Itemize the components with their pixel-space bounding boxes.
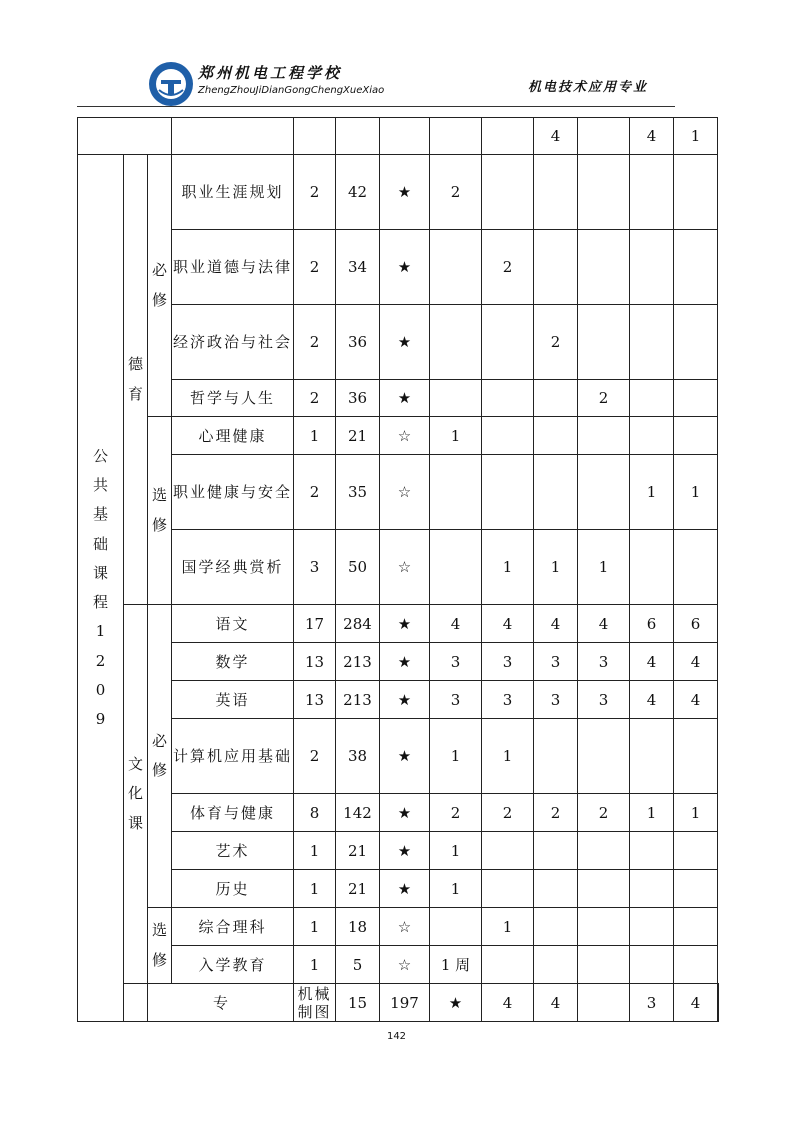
table-cell: 21 (336, 832, 380, 870)
school-name-cn: 郑州机电工程学校 (198, 64, 343, 82)
table-cell (578, 832, 630, 870)
table-cell: 4 (430, 605, 482, 643)
table-cell (430, 380, 482, 417)
table-cell (534, 230, 578, 305)
table-cell: 2 (534, 305, 578, 380)
table-row (78, 908, 719, 946)
table-cell: ★ (380, 643, 430, 681)
table-cell (674, 230, 718, 305)
table-cell: ☆ (380, 417, 430, 455)
group-moral-required: 必修 (148, 155, 172, 417)
table-cell: 4 (534, 984, 578, 1022)
table-cell (482, 870, 534, 908)
table-cell (430, 118, 482, 155)
table-cell: ★ (380, 794, 430, 832)
table-cell: 36 (336, 380, 380, 417)
table-cell: 4 (630, 681, 674, 719)
table-cell: 1 (430, 870, 482, 908)
table-cell (674, 946, 718, 984)
table-cell (630, 305, 674, 380)
table-cell: ★ (380, 155, 430, 230)
table-cell: 213 (336, 681, 380, 719)
table-cell: 36 (336, 305, 380, 380)
table-cell: ★ (380, 380, 430, 417)
table-cell (534, 946, 578, 984)
header-rule (77, 106, 675, 107)
table-cell (534, 380, 578, 417)
course-name: 职业生涯规划 (172, 155, 294, 230)
table-cell: 1 (674, 455, 718, 530)
table-cell (578, 118, 630, 155)
table-cell (430, 455, 482, 530)
table-cell (578, 908, 630, 946)
table-cell: 50 (336, 530, 380, 605)
table-cell: 4 (482, 984, 534, 1022)
table-cell: 13 (294, 681, 336, 719)
table-cell: 1 (482, 530, 534, 605)
table-cell (578, 417, 630, 455)
table-cell (430, 908, 482, 946)
table-cell: 2 (294, 305, 336, 380)
table-cell (172, 118, 294, 155)
table-cell: 1 (430, 417, 482, 455)
table-cell: ★ (430, 984, 482, 1022)
table-cell: 197 (380, 984, 430, 1022)
table-cell (534, 870, 578, 908)
table-cell: 3 (578, 643, 630, 681)
course-name: 综合理科 (172, 908, 294, 946)
table-cell: 4 (534, 605, 578, 643)
course-name: 心理健康 (172, 417, 294, 455)
table-cell: 213 (336, 643, 380, 681)
table-cell: 21 (336, 417, 380, 455)
table-cell: 2 (294, 455, 336, 530)
table-cell: 2 (294, 719, 336, 794)
table-cell: 8 (294, 794, 336, 832)
table-cell: 1 (482, 719, 534, 794)
table-row (78, 870, 719, 908)
table-cell (630, 832, 674, 870)
course-name: 语文 (172, 605, 294, 643)
table-row (78, 681, 719, 719)
table-cell (482, 118, 534, 155)
table-cell (630, 719, 674, 794)
table-cell: ☆ (380, 530, 430, 605)
table-cell (630, 230, 674, 305)
table-cell: 1 (578, 530, 630, 605)
table-cell: ★ (380, 305, 430, 380)
table-cell: 2 (482, 230, 534, 305)
table-cell (630, 908, 674, 946)
course-name: 历史 (172, 870, 294, 908)
table-cell (430, 305, 482, 380)
table-cell: 1 (294, 417, 336, 455)
table-cell (718, 984, 719, 1022)
table-row (78, 719, 719, 794)
table-cell (534, 832, 578, 870)
table-cell: 2 (294, 230, 336, 305)
table-cell: ★ (380, 681, 430, 719)
table-cell (534, 417, 578, 455)
table-row (78, 643, 719, 681)
table-cell: 1 (430, 719, 482, 794)
table-cell: 4 (674, 984, 718, 1022)
table-cell: 4 (674, 643, 718, 681)
table-cell: 2 (430, 155, 482, 230)
table-cell: 284 (336, 605, 380, 643)
table-cell: 18 (336, 908, 380, 946)
table-cell: 34 (336, 230, 380, 305)
table-cell: 3 (534, 643, 578, 681)
course-name: 职业道德与法律 (172, 230, 294, 305)
course-name: 机械制图 (294, 984, 336, 1022)
major-title: 机电技术应用专业 (528, 80, 649, 95)
table-cell: 2 (482, 794, 534, 832)
table-cell: 17 (294, 605, 336, 643)
table-cell: 4 (630, 643, 674, 681)
table-cell (578, 984, 630, 1022)
table-cell (534, 155, 578, 230)
course-name: 体育与健康 (172, 794, 294, 832)
table-cell: ★ (380, 719, 430, 794)
table-row (78, 530, 719, 605)
table-cell (630, 417, 674, 455)
table-cell (578, 155, 630, 230)
table-cell (482, 455, 534, 530)
table-cell: 3 (294, 530, 336, 605)
table-cell (534, 719, 578, 794)
table-cell: 1 (294, 946, 336, 984)
course-name: 数学 (172, 643, 294, 681)
table-cell (482, 305, 534, 380)
table-cell (78, 118, 172, 155)
table-cell: 21 (336, 870, 380, 908)
table-cell: 1 周 (430, 946, 482, 984)
table-cell: 1 (294, 870, 336, 908)
course-name: 国学经典赏析 (172, 530, 294, 605)
school-emblem-icon (147, 60, 195, 108)
table-cell: ☆ (380, 946, 430, 984)
table-cell: 3 (630, 984, 674, 1022)
table-cell: 6 (674, 605, 718, 643)
table-cell (482, 832, 534, 870)
table-cell: 1 (482, 908, 534, 946)
table-row (78, 305, 719, 380)
table-row (78, 984, 719, 1022)
table-cell: 13 (294, 643, 336, 681)
table-cell: 2 (294, 155, 336, 230)
table-cell (674, 417, 718, 455)
table-cell: 3 (430, 681, 482, 719)
table-cell: 4 (482, 605, 534, 643)
table-cell (674, 832, 718, 870)
table-row (78, 946, 719, 984)
table-row (78, 118, 719, 155)
table-cell: 3 (578, 681, 630, 719)
table-cell: ★ (380, 870, 430, 908)
table-cell (630, 530, 674, 605)
group-moral-elective: 选修 (148, 417, 172, 605)
table-cell: 15 (336, 984, 380, 1022)
table-cell (380, 118, 430, 155)
table-cell: 3 (482, 643, 534, 681)
table-cell (674, 155, 718, 230)
table-cell (482, 380, 534, 417)
table-cell: 1 (630, 794, 674, 832)
table-cell (578, 946, 630, 984)
table-cell (482, 155, 534, 230)
table-cell: 2 (430, 794, 482, 832)
table-cell: 3 (482, 681, 534, 719)
table-cell: ★ (380, 832, 430, 870)
table-cell: 35 (336, 455, 380, 530)
school-name-en: ZhengZhouJiDianGongChengXueXiao (198, 85, 385, 96)
table-cell: ★ (380, 605, 430, 643)
table-cell (482, 417, 534, 455)
table-cell (674, 380, 718, 417)
table-cell: 6 (630, 605, 674, 643)
table-row (78, 832, 719, 870)
table-cell: 1 (294, 832, 336, 870)
table-cell (630, 946, 674, 984)
table-cell: 2 (294, 380, 336, 417)
table-cell: 1 (294, 908, 336, 946)
table-row (78, 417, 719, 455)
table-row (78, 380, 719, 417)
table-cell (578, 230, 630, 305)
table-cell: 4 (630, 118, 674, 155)
table-cell: 1 (430, 832, 482, 870)
table-cell (674, 908, 718, 946)
table-cell (534, 908, 578, 946)
table-cell: 5 (336, 946, 380, 984)
table-cell (124, 984, 148, 1022)
page-number: 142 (386, 1031, 407, 1042)
table-cell: 4 (578, 605, 630, 643)
course-name: 英语 (172, 681, 294, 719)
table-cell (674, 719, 718, 794)
table-cell (674, 530, 718, 605)
table-cell: ☆ (380, 908, 430, 946)
table-cell: 1 (674, 118, 718, 155)
table-cell: 42 (336, 155, 380, 230)
table-cell: 142 (336, 794, 380, 832)
course-name: 入学教育 (172, 946, 294, 984)
table-cell (578, 719, 630, 794)
table-cell: 1 (630, 455, 674, 530)
table-row (78, 455, 719, 530)
group-culture-elective: 选修 (148, 908, 172, 984)
course-name: 哲学与人生 (172, 380, 294, 417)
group-special: 专 (148, 984, 294, 1022)
course-name: 职业健康与安全 (172, 455, 294, 530)
table-cell (674, 870, 718, 908)
table-cell (336, 118, 380, 155)
table-cell: 2 (578, 380, 630, 417)
table-cell: 1 (674, 794, 718, 832)
table-cell (630, 870, 674, 908)
table-row (78, 794, 719, 832)
table-cell (578, 305, 630, 380)
table-cell: 4 (674, 681, 718, 719)
table-cell: 3 (430, 643, 482, 681)
table-cell: 2 (534, 794, 578, 832)
table-row (78, 230, 719, 305)
course-table (77, 117, 719, 1022)
table-cell (534, 455, 578, 530)
table-cell: 2 (578, 794, 630, 832)
group-culture-required: 必修 (148, 605, 172, 908)
table-cell (294, 118, 336, 155)
table-row (78, 155, 719, 230)
course-name: 艺术 (172, 832, 294, 870)
table-cell: 1 (534, 530, 578, 605)
group-public: 公共基础课程1209 (78, 155, 124, 1022)
table-cell: 3 (534, 681, 578, 719)
table-cell (578, 870, 630, 908)
table-row (78, 605, 719, 643)
table-cell (578, 455, 630, 530)
table-cell (674, 305, 718, 380)
table-cell (430, 530, 482, 605)
table-cell (630, 155, 674, 230)
table-cell: ☆ (380, 455, 430, 530)
table-cell (482, 946, 534, 984)
table-cell: ★ (380, 230, 430, 305)
table-cell (430, 230, 482, 305)
group-moral: 德育 (124, 155, 148, 605)
table-cell: 38 (336, 719, 380, 794)
table-cell: 4 (534, 118, 578, 155)
table-cell (630, 380, 674, 417)
course-name: 经济政治与社会 (172, 305, 294, 380)
group-culture: 文化课 (124, 605, 148, 984)
course-name: 计算机应用基础 (172, 719, 294, 794)
